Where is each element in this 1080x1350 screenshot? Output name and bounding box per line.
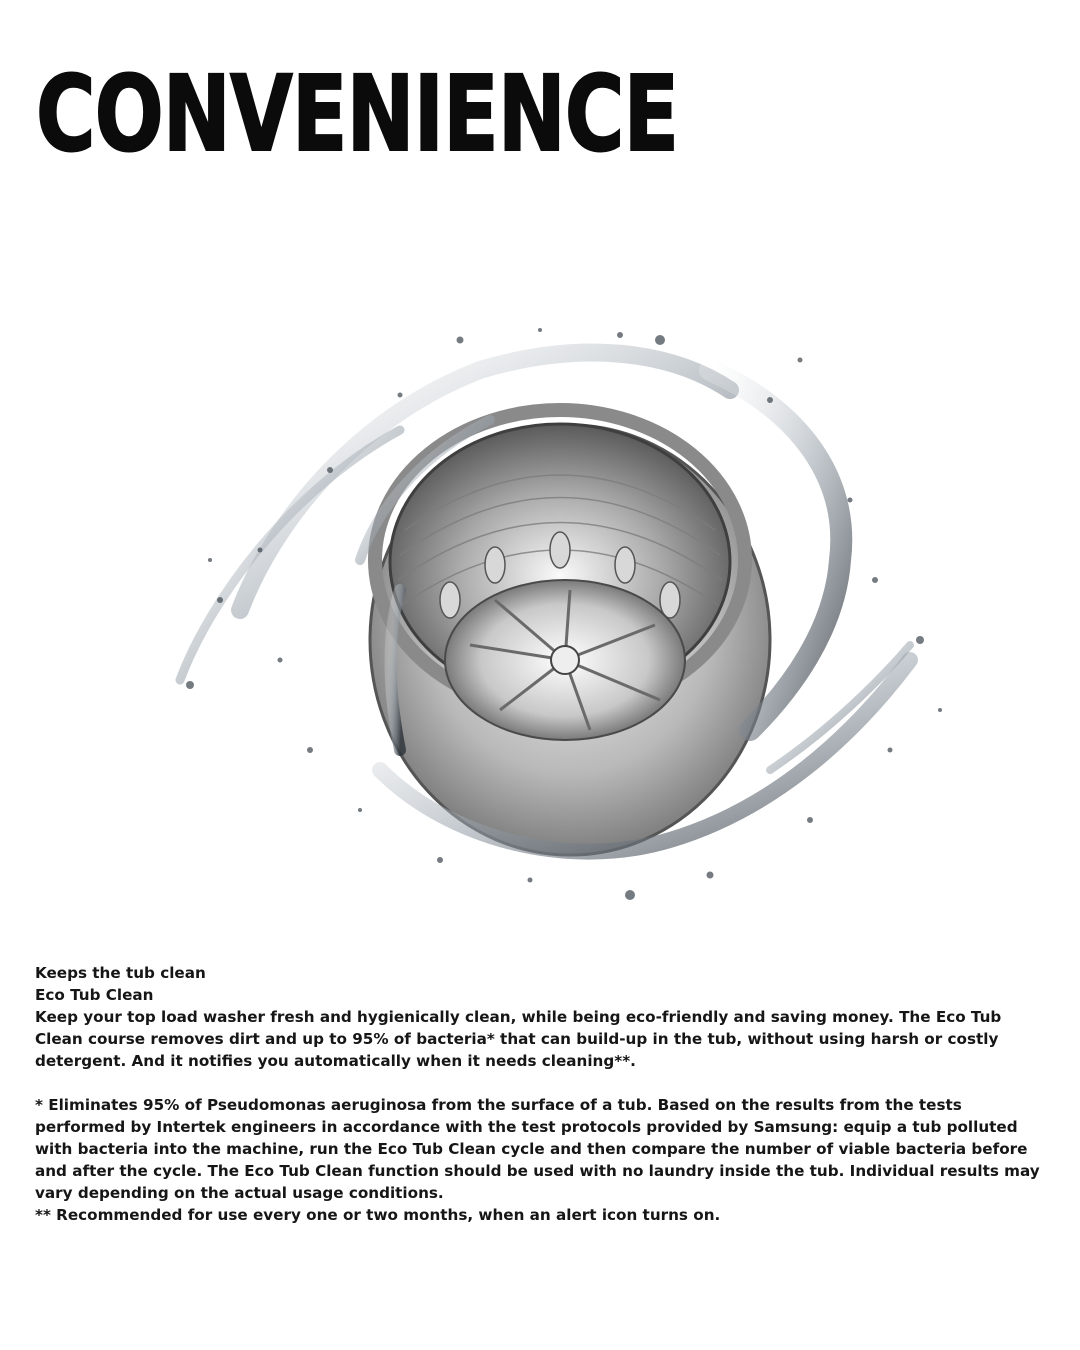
page-title: CONVENIENCE bbox=[36, 53, 679, 175]
paragraph-gap bbox=[35, 1072, 1045, 1094]
footnote-2: ** Recommended for use every one or two months, when an alert icon turns on. bbox=[35, 1206, 721, 1224]
washer-tub-water-splash-image bbox=[150, 300, 950, 920]
feature-body: Keep your top load washer fresh and hygienically clean, while being eco-friendly and saving money. The Eco Tub Clean course removes dirt and up to 95% of bacteria* that can build-up in the tub, without using harsh or costly detergent. And it notifies you automatically when it needs cleaning**. bbox=[35, 1008, 1002, 1070]
feature-description bbox=[35, 962, 1045, 1226]
feature-name: Eco Tub Clean bbox=[35, 986, 154, 1004]
footnote-1: * Eliminates 95% of Pseudomonas aeruginosa from the surface of a tub. Based on the results from the tests performed by Intertek engineers in accordance with the test protocols provided by Samsung: equip a tub polluted with bacteria into the machine, run the Eco Tub Clean cycle and then compare the number of viable bacteria before and after the cycle. The Eco Tub Clean function should be used with no laundry inside the tub. Individual results may vary depending on the actual usage conditions. bbox=[35, 1096, 1040, 1202]
feature-tagline: Keeps the tub clean bbox=[35, 964, 206, 982]
